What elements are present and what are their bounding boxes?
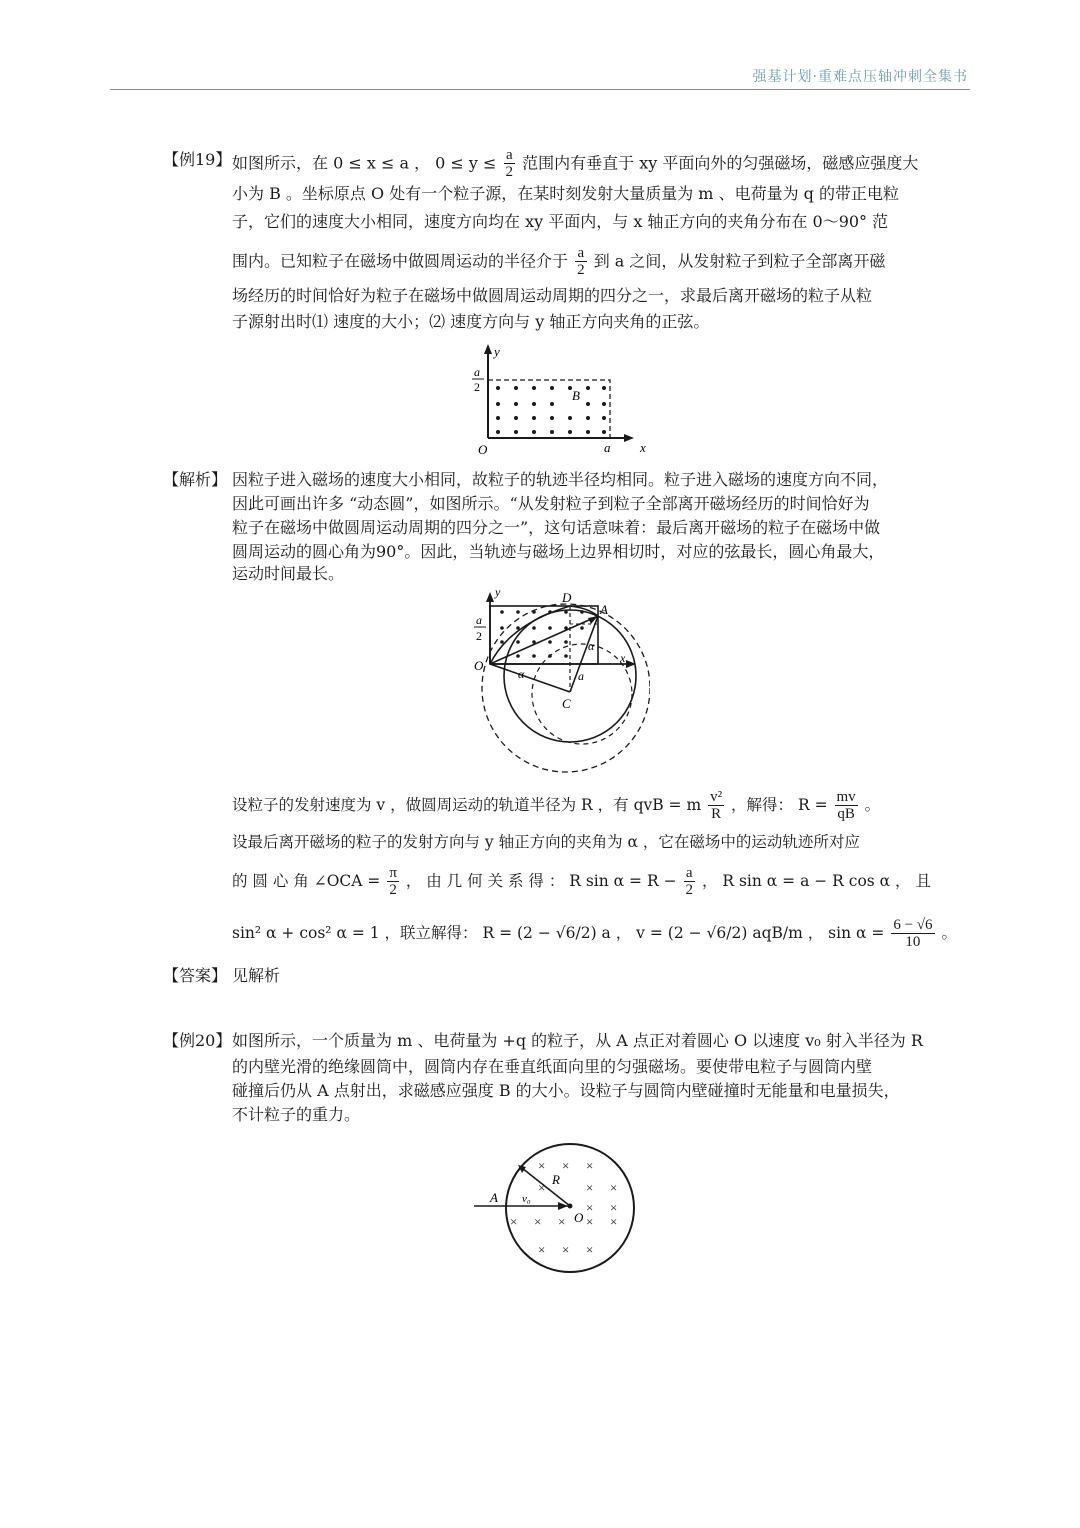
ex20-line-4: 不计粒子的重力。 (232, 1105, 361, 1124)
fig2-y-label: y (495, 585, 501, 599)
figure-cylinder (470, 1140, 650, 1280)
svg-text:×: × (538, 1242, 546, 1257)
fig1-y-label: y (494, 344, 500, 359)
fig2-y-arrow-icon (486, 592, 494, 602)
analysis-line-4: 圆周运动的圆心角为90°。因此，当轨迹与磁场上边界相切时，对应的弦最长，圆心角最大， (232, 542, 885, 561)
equation-1: 设粒子的发射速度为 v ，做圆周运动的轨道半径为 R ，有 qvB = m $\frac{\text{v²}}{R}$ ，解得： R = $\frac{mv}{qB}$ 。 (232, 789, 881, 822)
equation-4: sin² α + cos² α = 1 ，联立解得： R = (2 − √6/2) a ， v = (2 − √6/2) aqB/m ， sin α = $\frac{6 - √6}{10}$ 。 (232, 917, 957, 950)
ex19-fraction-1: $\frac{a}{2}$ (505, 147, 514, 180)
fig1-origin-label: O (478, 442, 488, 457)
svg-text:×: × (610, 1180, 618, 1195)
series-title: 强基计划·重难点压轴冲刺全集书 (752, 69, 968, 85)
svg-text:×: × (510, 1214, 518, 1229)
ex19-line-4 (232, 246, 885, 278)
ex20-line-3: 碰撞后仍从 A 点射出，求磁感应强度 B 的大小。设粒子与圆筒内壁碰撞时无能量和电量损失， (232, 1081, 900, 1100)
ex19-line4-b: 到 a 之间，从发射粒子到粒子全部离开磁 (593, 251, 886, 271)
radius-OC (490, 664, 570, 692)
answer-text: 见解析 (232, 966, 281, 985)
analysis-label: 【解析】 (163, 470, 228, 489)
svg-text:×: × (558, 1214, 566, 1229)
fig3-A-label: A (490, 1190, 498, 1205)
header-rule (110, 89, 970, 90)
fig2-O-label: O (474, 658, 484, 673)
svg-text:×: × (586, 1180, 594, 1195)
analysis-line-3: 粒子在磁场中做圆周运动周期的四分之一”，这句话意味着：最后离开磁场的粒子在磁场中做 (232, 518, 881, 537)
field-dots (496, 386, 606, 434)
ex20-line-1: 如图所示，一个质量为 m 、电荷量为 +q 的粒子，从 A 点正对着圆心 O 以速度 v₀ 射入半径为 R (232, 1031, 923, 1050)
svg-text:×: × (586, 1158, 594, 1173)
ex19-line-1 (232, 148, 918, 180)
ex19-fraction-2: $\frac{a}{2}$ (577, 245, 585, 278)
figure-magnetic-field-rect (462, 340, 652, 460)
eq3-pi-fraction: $\frac{\pi}{2}$ (389, 865, 397, 898)
fig3-v0-label: v₀ (522, 1193, 531, 1205)
eq4-sin-fraction: $\frac{6 - √6}{10}$ (893, 917, 933, 950)
fig2-half-den: 2 (476, 629, 482, 643)
svg-text:×: × (610, 1200, 618, 1215)
svg-text:×: × (610, 1214, 618, 1229)
eq3-a-fraction: $\frac{a}{2}$ (685, 865, 693, 898)
svg-text:×: × (538, 1158, 546, 1173)
fig2-C-label: C (562, 696, 571, 711)
svg-text:×: × (538, 1180, 546, 1195)
fig2-alpha-label: α (518, 667, 525, 681)
equation-3: 的 圆 心 角 ∠OCA = $\frac{\pi}{2}$ ， 由 几 何 关 系 得 ： R sin α = R − $\frac{a}{2}$ ， R sin α = a − R cos α ， 且 (232, 865, 931, 898)
center-dot (568, 1204, 573, 1209)
analysis-line-1: 因粒子进入磁场的速度大小相同，故粒子的轨迹半径均相同。粒子进入磁场的速度方向不同， (232, 470, 889, 489)
ex19-line1-a: 如图所示，在 0 ≤ x ≤ a ， 0 ≤ y ≤ (232, 153, 497, 173)
chord-OA-arrow (490, 616, 598, 664)
svg-text:×: × (586, 1242, 594, 1257)
ex20-line-2: 的内壁光滑的绝缘圆筒中，圆筒内存在垂直纸面向里的匀强磁场。要使带电粒子与圆筒内壁 (232, 1057, 873, 1076)
fig1-B-label: B (572, 388, 580, 403)
ex19-line-6: 子源射出时⑴ 速度的大小；⑵ 速度方向与 y 轴正方向夹角的正弦。 (232, 312, 710, 331)
field-region (488, 380, 610, 438)
fig2-D-label: D (562, 590, 572, 605)
analysis-line-2: 因此可画出许多 “动态圆”，如图所示。“从发射粒子到粒子全部离开磁场经历的时间恰好为 (232, 494, 870, 513)
eq1-result-fraction: $\frac{mv}{qB}$ (836, 789, 856, 822)
fig1-a-label: a (604, 440, 611, 455)
ex19-line-5: 场经历的时间恰好为粒子在磁场中做圆周运动周期的四分之一，求最后离开磁场的粒子从粒 (232, 286, 873, 305)
eq4-v-value: (2 − √6/2) aqB/m (667, 924, 803, 942)
fig1-half-num: a (474, 365, 480, 379)
fig1-half-den: 2 (474, 380, 480, 394)
svg-text:×: × (586, 1214, 594, 1229)
x-arrow-icon (624, 434, 634, 442)
ex19-line4-a: 围内。已知粒子在磁场中做圆周运动的半径介于 (232, 251, 569, 271)
fig2-alpha2-label: α (588, 639, 595, 653)
ex19-line-2: 小为 B 。坐标原点 O 处有一个粒子源，在某时刻发射大量质量为 m 、电荷量为 q 的带正电粒 (232, 184, 899, 203)
fig2-a-label: a (578, 669, 584, 683)
figure-dynamic-circles (470, 584, 650, 780)
ex19-label: 【例19】 (163, 150, 232, 169)
answer-label: 【答案】 (163, 966, 228, 985)
ex19-line1-b: 范围内有垂直于 xy 平面向外的匀强磁场，磁感应强度大 (522, 153, 919, 173)
arc-to-D (490, 606, 570, 664)
eq1-fraction: $\frac{\text{v²}}{R}$ (710, 789, 723, 822)
svg-text:×: × (586, 1200, 594, 1215)
fig2-x-label: x (620, 651, 626, 665)
fig3-O-label: O (574, 1210, 584, 1225)
eq4-R-value: (2 − √6/2) a (517, 924, 611, 942)
analysis-line-5: 运动时间最长。 (232, 564, 345, 583)
fig1-x-label: x (640, 440, 646, 455)
svg-text:×: × (562, 1242, 570, 1257)
svg-text:×: × (562, 1158, 570, 1173)
equation-2: 设最后离开磁场的粒子的发射方向与 y 轴正方向的夹角为 α ，它在磁场中的运动轨迹所对应 (232, 833, 860, 851)
ex19-line-3: 子，它们的速度大小相同，速度方向均在 xy 平面内，与 x 轴正方向的夹角分布在 0～90° 范 (232, 212, 889, 231)
y-arrow-icon (484, 344, 492, 354)
fig3-R-label: R (552, 1172, 560, 1187)
fig2-A-label: A (600, 602, 608, 617)
fig2-half-num: a (476, 613, 482, 627)
ex20-label: 【例20】 (163, 1031, 232, 1050)
svg-text:×: × (534, 1214, 542, 1229)
